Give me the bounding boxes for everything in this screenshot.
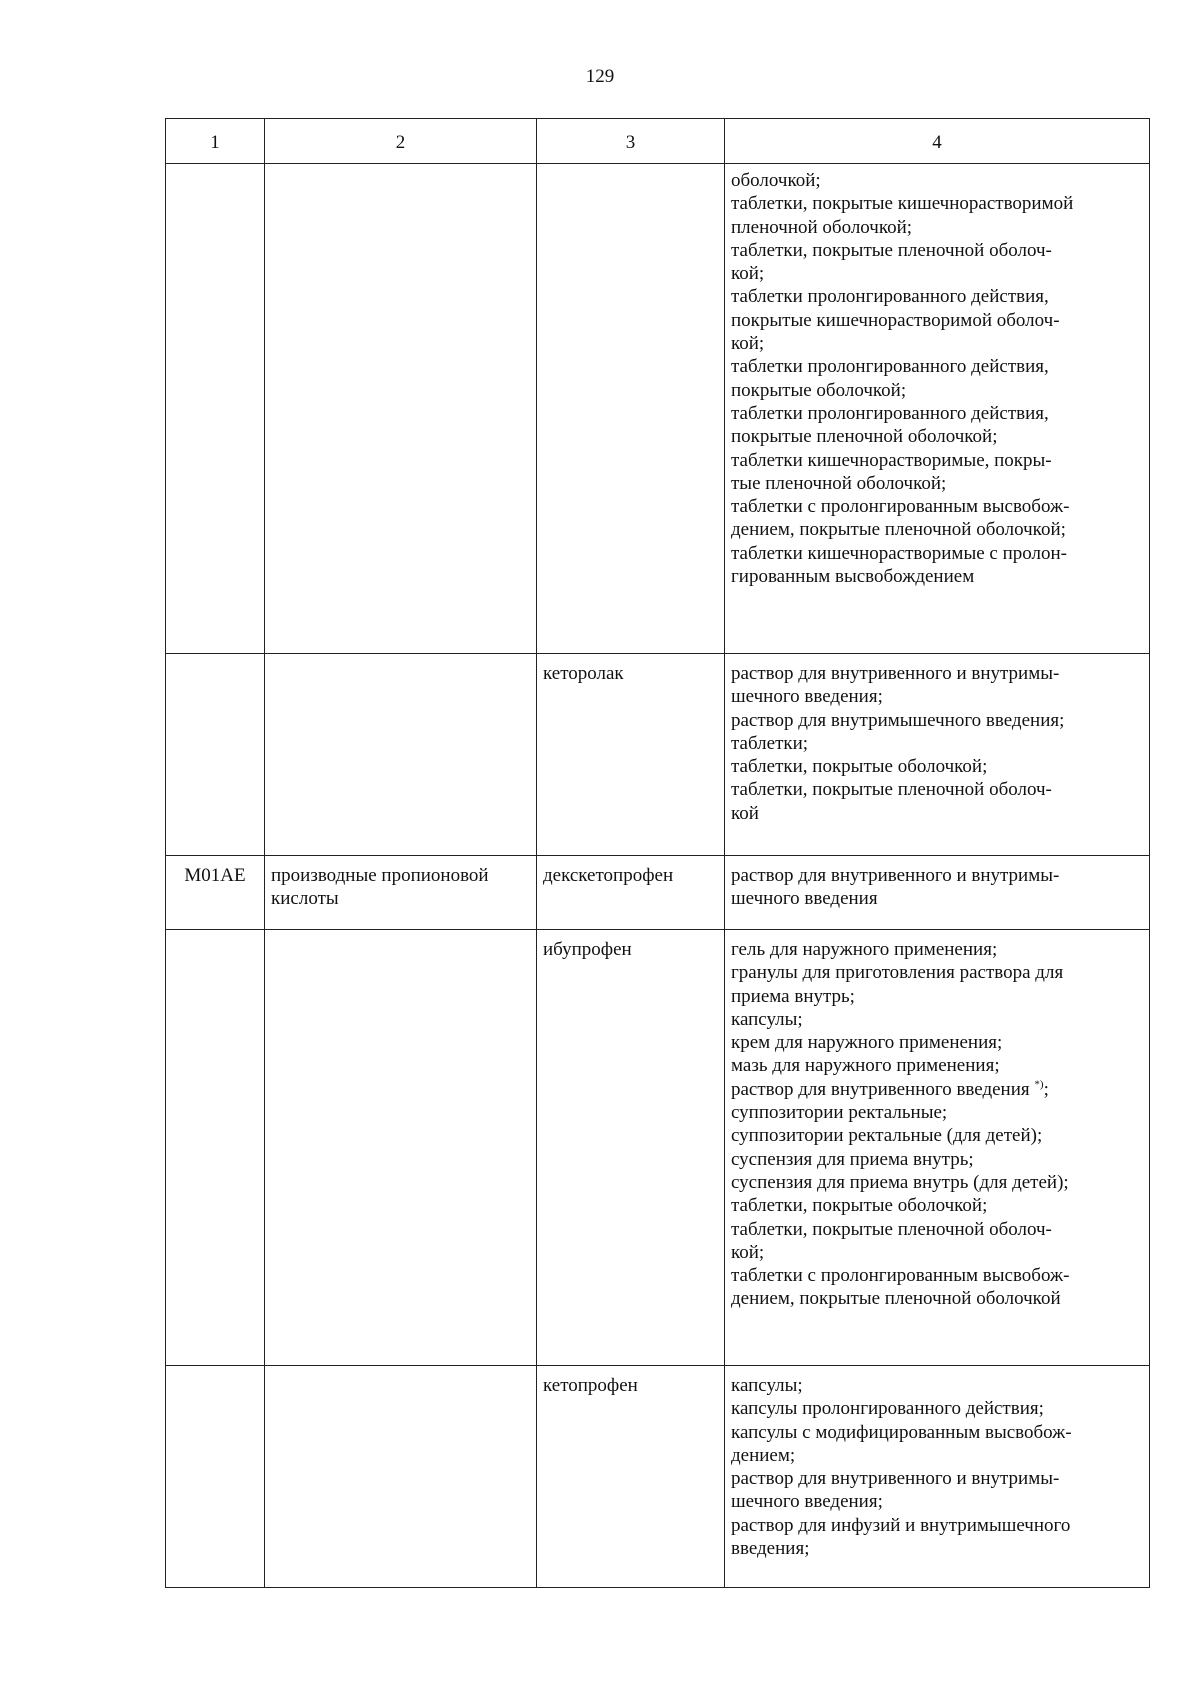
form-line: таблетки; — [731, 732, 809, 754]
column-header-3: 3 — [537, 119, 725, 164]
drug-cell: кеторолак — [537, 654, 725, 856]
form-line: таблетки пролонгированного действия, — [731, 356, 1049, 378]
form-line: мазь для наружного применения; — [731, 1055, 1000, 1077]
forms-cell — [725, 1366, 1150, 1588]
form-line: суспензия для приема внутрь; — [731, 1148, 974, 1170]
atc-code-cell — [166, 164, 265, 654]
column-header-1: 1 — [166, 119, 265, 164]
form-line: капсулы пролонгированного действия; — [731, 1398, 1044, 1420]
page-number: 129 — [585, 66, 615, 87]
form-line: покрытые пленочной оболочкой; — [731, 426, 998, 448]
group-cell — [265, 654, 537, 856]
atc-code-cell: M01AE — [166, 856, 265, 930]
form-line: капсулы; — [731, 1008, 803, 1030]
form-line: крем для наружного применения; — [731, 1032, 1003, 1054]
form-line: капсулы; — [731, 1375, 803, 1396]
form-line: суппозитории ректальные; — [731, 1102, 948, 1124]
form-line: шечного введения; — [731, 1491, 883, 1513]
form-line: таблетки, покрытые кишечнорастворимой — [731, 193, 1074, 215]
group-cell — [265, 856, 537, 930]
table-row — [166, 856, 1150, 930]
form-line: кой — [731, 802, 759, 824]
form-line: гированным высвобождением — [731, 566, 975, 588]
table-row — [166, 930, 1150, 1366]
header-row — [166, 119, 1150, 164]
form-line: приема внутрь; — [731, 985, 855, 1007]
group-cell — [265, 1366, 537, 1588]
form-line: таблетки, покрытые пленочной оболоч- — [731, 779, 1052, 801]
table-row — [166, 164, 1150, 654]
form-line: шечного введения; — [731, 686, 883, 708]
group-cell — [265, 930, 537, 1366]
form-line: раствор для инфузий и внутримышечного — [731, 1514, 1071, 1536]
form-line: кой; — [731, 333, 765, 355]
drug-cell — [537, 164, 725, 654]
group-line: кислоты — [271, 888, 339, 910]
form-line: дением; — [731, 1444, 796, 1466]
drug-table — [165, 118, 1150, 1588]
drug-cell: кетопрофен — [537, 1366, 725, 1588]
form-line: таблетки, покрытые пленочной оболоч- — [731, 239, 1052, 261]
form-line: шечного введения — [731, 888, 878, 910]
drug-cell: ибупрофен — [537, 930, 725, 1366]
form-line: таблетки пролонгированного действия, — [731, 286, 1049, 308]
form-line: гель для наружного применения; — [731, 939, 998, 960]
form-line: таблетки пролонгированного действия, — [731, 402, 1049, 424]
table-row — [166, 654, 1150, 856]
column-header-2: 2 — [265, 119, 537, 164]
group-line: производные пропионовой — [271, 865, 489, 886]
form-line: суппозитории ректальные (для детей); — [731, 1125, 1043, 1147]
form-line: таблетки, покрытые оболочкой; — [731, 756, 988, 778]
atc-code-cell — [166, 654, 265, 856]
group-cell — [265, 164, 537, 654]
form-line: кой; — [731, 1241, 765, 1263]
form-line: таблетки с пролонгированным высвобож- — [731, 496, 1070, 518]
form-line: раствор для внутримышечного введения; — [731, 709, 1065, 731]
forms-cell — [725, 930, 1150, 1366]
form-line: покрытые кишечнорастворимой оболоч- — [731, 309, 1060, 331]
form-line: дением, покрытые пленочной оболочкой; — [731, 519, 1066, 541]
form-line: оболочкой; — [731, 170, 821, 191]
atc-code-cell — [166, 1366, 265, 1588]
form-line: таблетки, покрытые пленочной оболоч- — [731, 1218, 1052, 1240]
form-line: суспензия для приема внутрь (для детей); — [731, 1171, 1069, 1193]
form-line: таблетки кишечнорастворимые с пролон- — [731, 542, 1067, 564]
form-punctuation: ; — [1043, 1078, 1049, 1100]
drug-cell: декскетопрофен — [537, 856, 725, 930]
form-text: раствор для внутривенного введения — [731, 1078, 1030, 1100]
form-line: таблетки с пролонгированным высвобож- — [731, 1265, 1070, 1287]
forms-cell — [725, 654, 1150, 856]
form-line: раствор для внутривенного и внутримы- — [731, 1468, 1060, 1490]
form-line: капсулы с модифицированным высвобож- — [731, 1421, 1072, 1443]
form-line: покрытые оболочкой; — [731, 379, 907, 401]
forms-cell — [725, 856, 1150, 930]
form-line: таблетки, покрытые оболочкой; — [731, 1195, 988, 1217]
form-line: таблетки кишечнорастворимые, покры- — [731, 449, 1052, 471]
form-line: гранулы для приготовления раствора для — [731, 962, 1064, 984]
atc-code-cell — [166, 930, 265, 1366]
column-header-4: 4 — [725, 119, 1150, 164]
form-line: пленочной оболочкой; — [731, 216, 913, 238]
footnote-mark: *) — [1034, 1078, 1044, 1091]
table-row — [166, 1366, 1150, 1588]
forms-cell — [725, 164, 1150, 654]
form-line: дением, покрытые пленочной оболочкой — [731, 1288, 1061, 1310]
form-line: введения; — [731, 1538, 810, 1560]
form-line: раствор для внутривенного и внутримы- — [731, 865, 1060, 886]
form-line: кой; — [731, 263, 765, 285]
form-line: тые пленочной оболочкой; — [731, 472, 947, 494]
form-line-with-footnote — [731, 1078, 1145, 1101]
form-line: раствор для внутривенного и внутримы- — [731, 663, 1060, 684]
